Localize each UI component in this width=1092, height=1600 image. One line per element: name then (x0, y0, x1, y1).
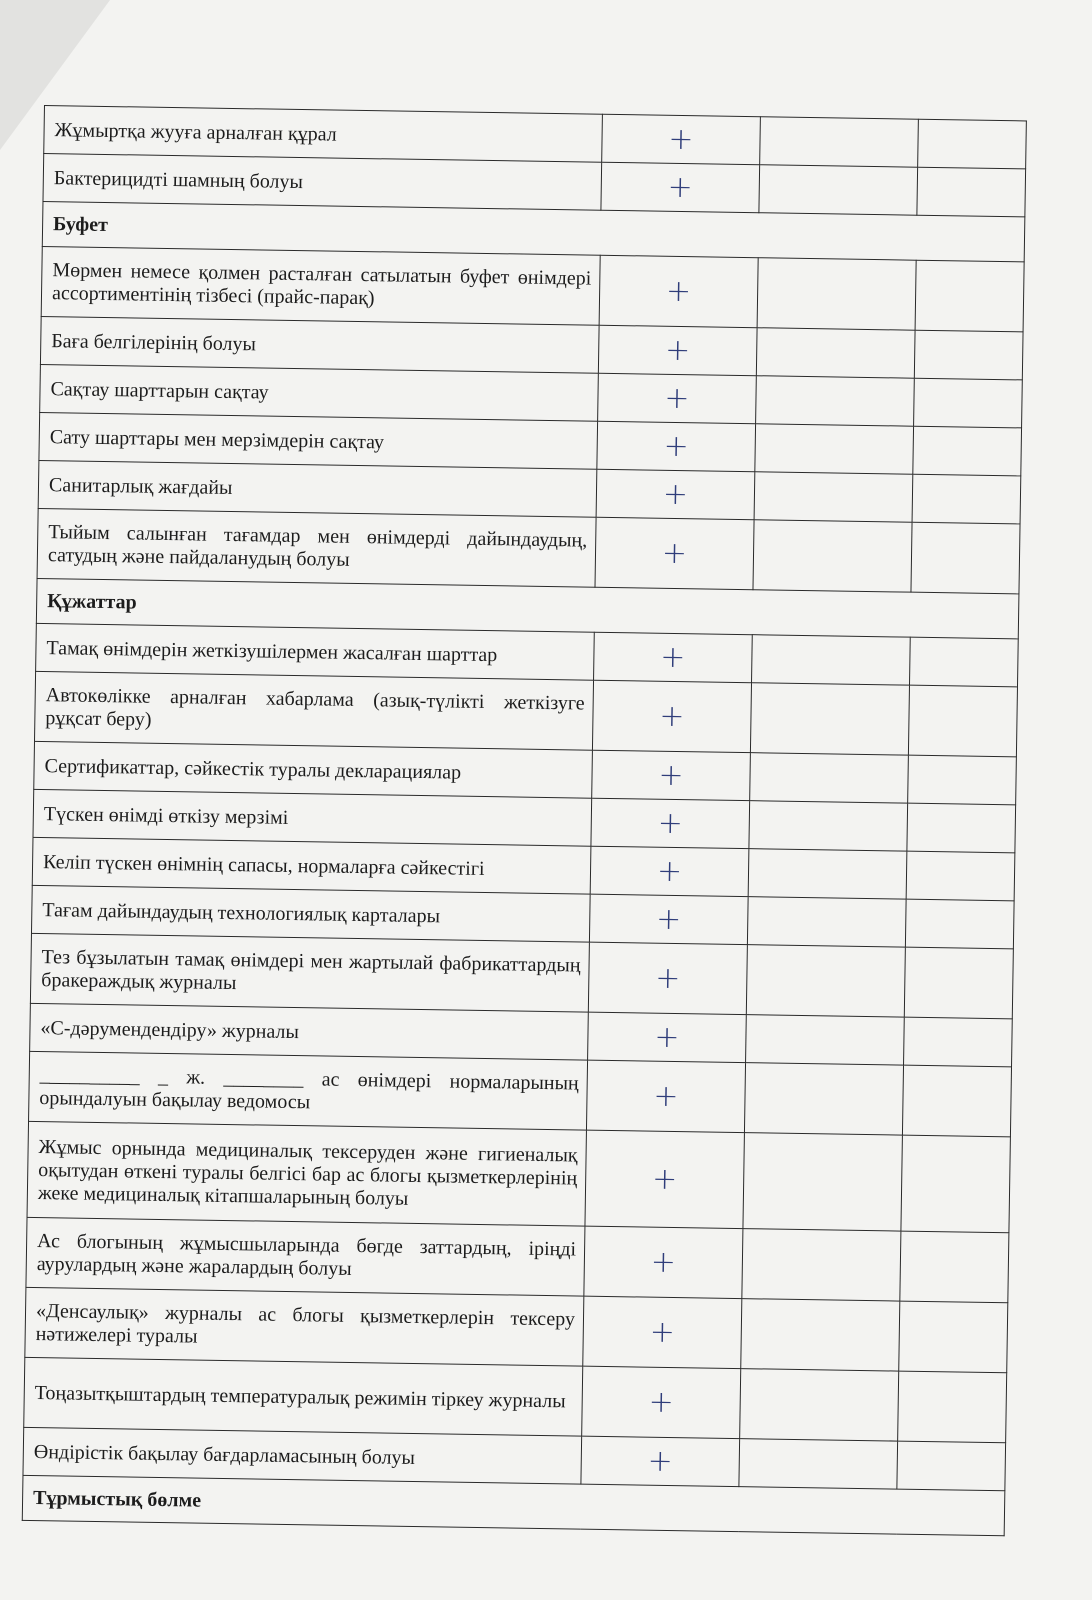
empty-cell (904, 1017, 1013, 1067)
item-text: Сертификаттар, сәйкестік туралы декларациялар (34, 741, 593, 798)
item-text: Бактерицидті шамның болуы (43, 154, 602, 211)
handwritten-plus-mark: + (594, 632, 753, 682)
empty-cell (756, 376, 915, 426)
checklist-table (22, 105, 1027, 1536)
empty-cell (904, 947, 1013, 1019)
empty-cell (748, 849, 907, 899)
item-text: Келіп түскен өнімнің сапасы, нормаларға сәйкестігі (32, 837, 591, 894)
item-text: Тез бұзылатын тамақ өнімдері мен жартылай фабрикаттардың бракераждық журналы (30, 933, 589, 1012)
empty-cell (915, 260, 1024, 332)
handwritten-plus-mark: + (596, 469, 755, 519)
empty-cell (914, 378, 1023, 428)
checklist-sheet (22, 105, 1026, 1536)
handwritten-plus-mark: + (589, 894, 748, 944)
empty-cell (741, 1299, 900, 1371)
empty-cell (747, 897, 906, 947)
handwritten-plus-mark: + (598, 325, 757, 375)
section-title: Құжаттар (36, 578, 1019, 638)
empty-cell (897, 1441, 1006, 1491)
item-text: Баға белгілерінің болуы (40, 316, 599, 373)
empty-cell (739, 1439, 898, 1489)
empty-cell (743, 1133, 902, 1231)
checklist-row (27, 1121, 1010, 1232)
empty-cell (755, 424, 914, 474)
empty-cell (901, 1135, 1010, 1233)
handwritten-plus-mark: + (586, 1060, 745, 1132)
empty-cell (749, 801, 908, 851)
handwritten-plus-mark: + (592, 750, 751, 800)
empty-cell (754, 472, 913, 522)
empty-cell (909, 637, 1018, 687)
handwritten-plus-mark: + (588, 942, 747, 1014)
empty-cell (746, 945, 905, 1017)
handwritten-plus-mark: + (590, 846, 749, 896)
item-text: Автокөлікке арналған хабарлама (азық-түлікті жеткізуге рұқсат беру) (35, 671, 594, 750)
handwritten-plus-mark: + (602, 114, 761, 164)
empty-cell (740, 1369, 899, 1441)
empty-cell (911, 522, 1020, 594)
empty-cell (902, 1065, 1011, 1137)
empty-cell (908, 685, 1017, 757)
empty-cell (914, 330, 1023, 380)
item-text: Тағам дайындаудың технологиялық карталары (31, 885, 590, 942)
item-text: Тоңазытқыштардың температуралық режимін тіркеу журналы (24, 1357, 583, 1436)
item-text: __________ _ ж. ________ ас өнімдері нормаларының орындалуын бақылау ведомосы (29, 1051, 588, 1130)
item-text: «Денсаулық» журналы ас блогы қызметкерлерін тексеру нәтижелері туралы (25, 1287, 584, 1366)
empty-cell (746, 1015, 905, 1065)
handwritten-plus-mark: + (598, 373, 757, 423)
empty-cell (760, 117, 919, 167)
item-text: «С-дәрумендендіру» журналы (30, 1003, 589, 1060)
empty-cell (908, 755, 1017, 805)
item-text: Түскен өнімді өткізу мерзімі (33, 789, 592, 846)
item-text: Сату шарттары мен мерзімдерін сақтау (39, 412, 598, 469)
empty-cell (917, 167, 1026, 217)
item-text: Өндірістік бақылау бағдарламасының болуы (23, 1427, 582, 1484)
handwritten-plus-mark: + (601, 162, 760, 212)
handwritten-plus-mark: + (585, 1130, 744, 1228)
empty-cell (750, 753, 909, 803)
empty-cell (918, 119, 1027, 169)
section-title: Тұрмыстық бөлме (22, 1475, 1005, 1535)
empty-cell (907, 803, 1016, 853)
item-text: Сақтау шарттарын сақтау (40, 364, 599, 421)
empty-cell (744, 1063, 903, 1135)
handwritten-plus-mark: + (597, 421, 756, 471)
item-text: Тамақ өнімдерін жеткізушілермен жасалған шарттар (36, 623, 595, 680)
empty-cell (906, 851, 1015, 901)
item-text: Санитарлық жағдайы (38, 460, 597, 517)
empty-cell (742, 1229, 901, 1301)
item-text: Тыйым салынған тағамдар мен өнімдерді дайындаудың, сатудың және пайдаланудың болуы (37, 508, 596, 587)
item-text: Мөрмен немесе қолмен расталған сатылатын буфет өнімдері ассортиментінің тізбесі (прайс-парақ) (41, 246, 600, 325)
handwritten-plus-mark: + (582, 1366, 741, 1438)
empty-cell (912, 474, 1021, 524)
empty-cell (913, 426, 1022, 476)
handwritten-plus-mark: + (581, 1436, 740, 1486)
empty-cell (900, 1231, 1009, 1303)
empty-cell (898, 1371, 1007, 1443)
section-title: Буфет (42, 201, 1025, 261)
empty-cell (759, 165, 918, 215)
handwritten-plus-mark: + (584, 1226, 743, 1298)
checklist-rows (22, 106, 1026, 1536)
handwritten-plus-mark: + (599, 255, 758, 327)
item-text: Жұмыс орнында медициналық тексеруден және гигиеналық оқытудан өткені туралы белгісі бар ас блогы қызметкерлерінің жеке медициналық кітапшаларының болуы (27, 1121, 586, 1226)
handwritten-plus-mark: + (595, 517, 754, 589)
empty-cell (753, 520, 912, 592)
handwritten-plus-mark: + (583, 1296, 742, 1368)
empty-cell (905, 899, 1014, 949)
empty-cell (757, 258, 916, 330)
item-text: Жұмыртқа жууға арналған құрал (44, 106, 603, 163)
empty-cell (756, 328, 915, 378)
item-text: Ас блогының жұмысшыларында бөгде заттардың, іріңді аурулардың және жаралардың болуы (26, 1217, 585, 1296)
handwritten-plus-mark: + (588, 1012, 747, 1062)
handwritten-plus-mark: + (592, 680, 751, 752)
empty-cell (750, 683, 909, 755)
handwritten-plus-mark: + (591, 798, 750, 848)
empty-cell (752, 635, 911, 685)
empty-cell (899, 1301, 1008, 1373)
